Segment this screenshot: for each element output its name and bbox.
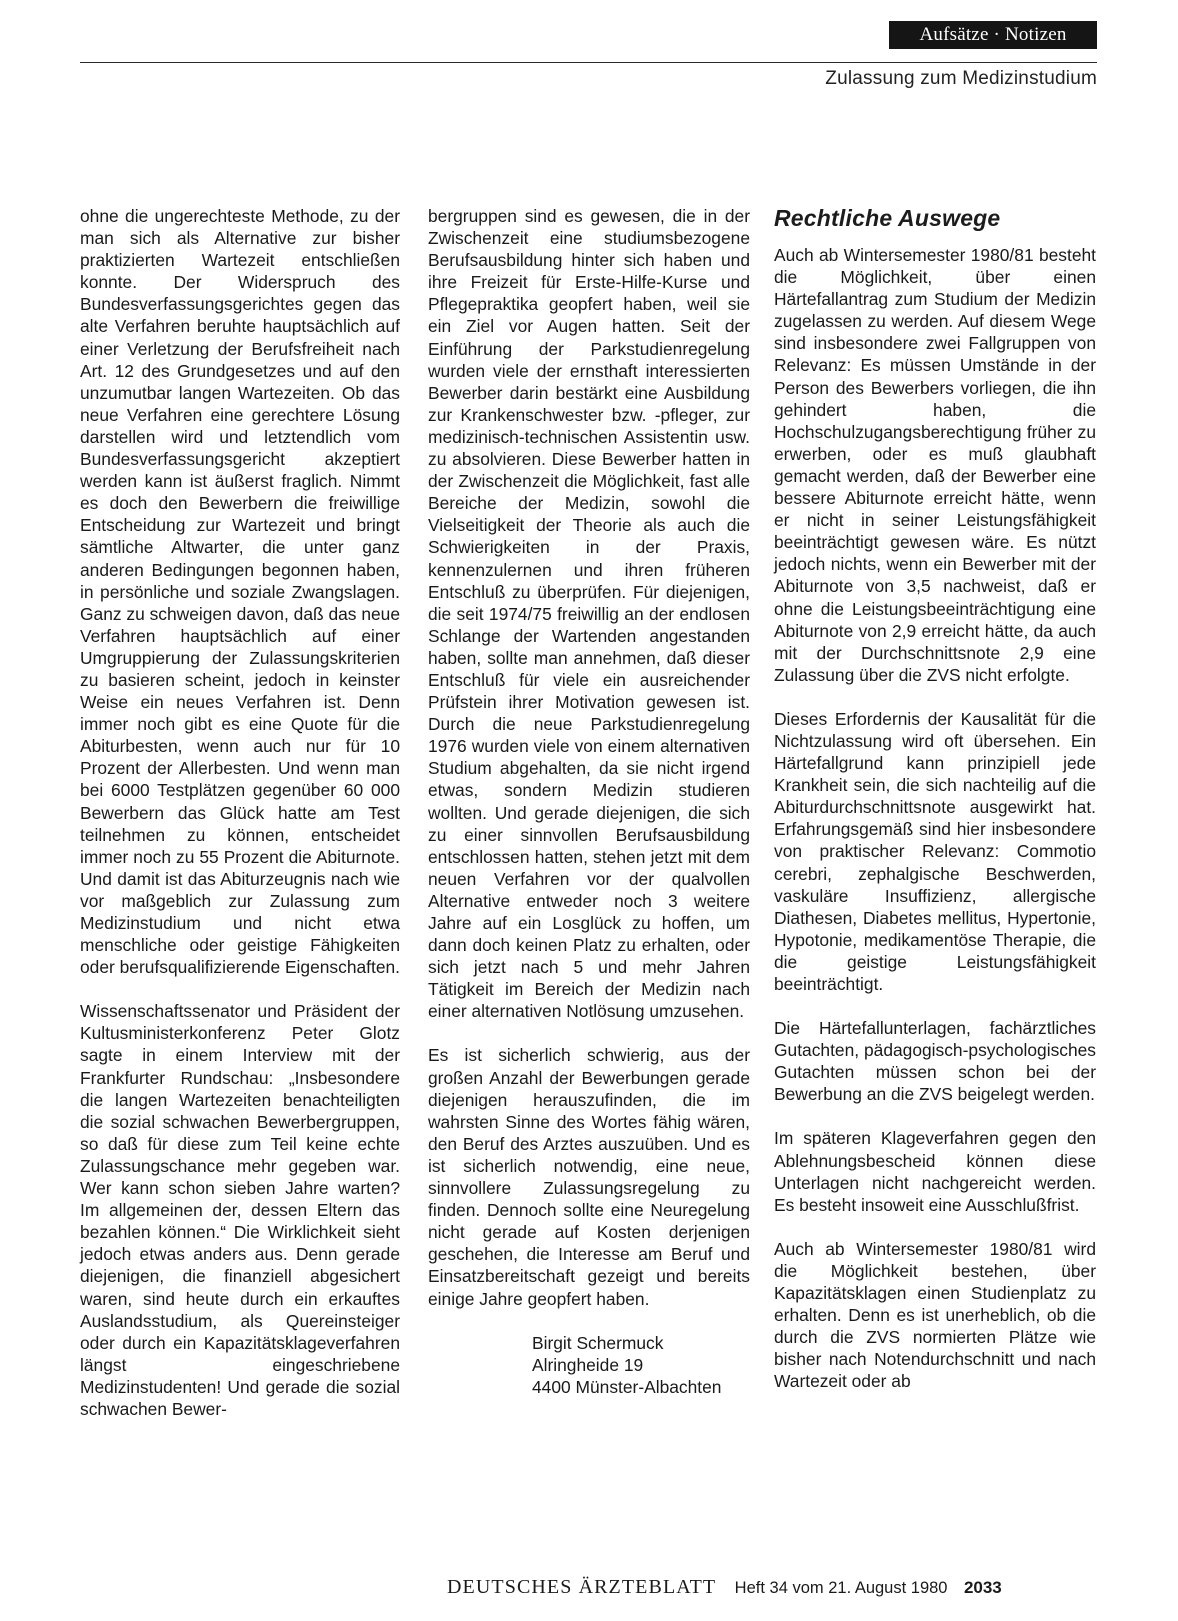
column-1 [80,205,400,1420]
page-footer [447,1576,1002,1599]
running-head: Zulassung zum Medizinstudium [825,68,1097,89]
journal-title: DEUTSCHES ÄRZTEBLATT [447,1576,717,1598]
column-3-paragraph-1: Auch ab Wintersemester 1980/81 besteht die Möglichkeit, über einen Härtefallantrag zum Studium der Medizin zugelassen zu werden. Auf diesem Wege sind insbesondere zwei Fallgruppen von Relevanz: Es müssen Umstände in der Person des Bewerbers vorliegen, die ihn gehindert haben, die Hochschulzugangsberechtigung früher zu erwerben, oder es muß glaubhaft gemacht werden, daß der Bewerber eine bessere Abiturnote erreicht hätte, wenn er nicht in seiner Leistungsfähigkeit beeinträchtigt gewesen wäre. Es nützt jedoch nichts, wenn ein Bewerber mit der Abiturnote von 3,5 nachweist, daß er ohne die Leistungsbeeinträchtigung eine Abiturnote von 2,9 erreicht hätte, da auch mit der Durchschnittsnote 2,9 eine Zulassung über die ZVS nicht erfolgte. [774,245,1096,685]
issue-info: Heft 34 vom 21. August 1980 [734,1579,948,1597]
author-street: Alringheide 19 [532,1354,644,1375]
page-number: 2033 [963,1578,1002,1597]
author-signature [532,1332,750,1399]
column-2 [428,205,750,1398]
column-2-paragraph-2: Es ist sicherlich schwierig, aus der großen Anzahl der Bewerbungen gerade diejenigen herauszufinden, die im wahrsten Sinne des Wortes fähig wären, den Beruf des Arztes auszuüben. Und es ist sicherlich notwendig, eine neue, sinnvollere Zulassungsregelung zu finden. Dennoch sollte eine Neuregelung nicht gerade auf Kosten derjenigen geschehen, die Interesse am Beruf und Einsatzbereitschaft gezeigt und bereits einige Jahre geopfert haben. [428,1045,750,1309]
column-3 [774,204,1096,1393]
column-3-paragraph-5: Auch ab Wintersemester 1980/81 wird die Möglichkeit bestehen, über Kapazitätsklagen einen Studienplatz zu erhalten. Denn es ist unerheblich, ob die durch die ZVS normierten Plätze wie bisher nach Notendurchschnitt und nach Wartezeit oder ab [774,1238,1096,1392]
section-tag: Aufsätze · Notizen [889,21,1097,49]
column-2-paragraph-1: bergruppen sind es gewesen, die in der Zwischenzeit eine studiumsbezogene Berufsausbildung hinter sich haben und ihre Freizeit für Erste-Hilfe-Kurse und Pflegepraktika geopfert haben, weil sie ein Ziel vor Augen hatten. Seit der Einführung der Parkstudienregelung wurden viele der ernsthaft interessierten Bewerber darin bestärkt eine Ausbildung zur Krankenschwester bzw. -pfleger, zur medizinisch-technischen Assistentin usw. zu absolvieren. Diese Bewerber hatten in der Zwischenzeit die Möglichkeit, fast alle Bereiche der Medizin, sowohl die Vielseitigkeit der Theorie als auch die Schwierigkeiten in der Praxis, kennenzulernen und ihren früheren Entschluß zu überprüfen. Für diejenigen, die seit 1974/75 freiwillig an der endlosen Schlange der Wartenden angestanden haben, sollte man annehmen, daß dieser Entschluß für viele ein ausreichender Prüfstein ihrer Motivation gewesen ist. Durch die neue Parkstudienregelung 1976 wurden viele von einem alternativen Studium abgehalten, da sie nicht irgend etwas, sondern Medizin studieren wollten. Und gerade diejenigen, die sich zu einer sinnvollen Berufsausbildung entschlossen hatten, stehen jetzt mit dem neuen Verfahren vor der qualvollen Alternative entweder noch 3 weitere Jahre auf ein Losglück zu hoffen, um dann doch keinen Platz zu erhalten, oder sich jetzt nach 5 und mehr Jahren Tätigkeit im Bereich der Medizin nach einer alternativen Notlösung umzusehen. [428,206,750,1022]
column-3-paragraph-4: Im späteren Klageverfahren gegen den Ablehnungsbescheid können diese Unterlagen nicht nachgereicht werden. Es besteht insoweit eine Ausschlußfrist. [774,1128,1096,1215]
author-name: Birgit Schermuck [532,1332,664,1353]
author-city: 4400 Münster-Albachten [532,1377,722,1397]
section-heading: Rechtliche Auswege [774,205,1001,231]
column-3-paragraph-3: Die Härtefallunterlagen, fachärztliches Gutachten, pädagogisch-psychologisches Gutachten müssen schon bei der Bewerbung an die ZVS beigelegt werden. [774,1018,1096,1105]
column-1-paragraph-2: Wissenschaftssenator und Präsident der Kultusministerkonferenz Peter Glotz sagte in einem Interview mit der Frankfurter Rundschau: „Insbesondere die langen Wartezeiten benachteiligten die sozial schwachen Bewerbergruppen, so daß für diese zum Teil keine echte Zulassungschance mehr gegeben war. Wer kann schon sieben Jahre warten? Im allgemeinen der, dessen Eltern das bezahlen können.“ Die Wirklichkeit sieht jedoch etwas anders aus. Denn gerade diejenigen, die finanziell abgesichert waren, sind heute durch ein erkauftes Auslandsstudium, als Quereinsteiger oder durch ein Kapazitätsklageverfahren längst eingeschriebene Medizinstudenten! Und gerade die sozial schwachen Bewer- [80,1001,400,1419]
column-3-paragraph-2: Dieses Erfordernis der Kausalität für die Nichtzulassung wird oft übersehen. Ein Härtefallgrund kann prinzipiell jede Krankheit sein, die sich nachteilig auf die Abiturdurchschnittsnote ausgewirkt hat. Erfahrungsgemäß sind hier insbesondere von praktischer Relevanz: Commotio cerebri, zephalgische Beschwerden, vaskuläre Insuffizienz, allergische Diathesen, Diabetes mellitus, Hypertonie, Hypotonie, medikamentöse Therapie, die die geistige Leistungsfähigkeit beeinträchtigt. [774,708,1096,994]
header-rule [80,62,1097,63]
column-1-paragraph-1: ohne die ungerechteste Methode, zu der man sich als Alternative zur bisher praktizierten Wartezeit entschließen konnte. Der Widerspruch des Bundesverfassungsgerichtes gegen das alte Verfahren beruhte hauptsächlich auf einer Verletzung der Berufsfreiheit nach Art. 12 des Grundgesetzes und auf den unzumutbar langen Wartezeiten. Ob das neue Verfahren eine gerechtere Lösung darstellen wird und letztendlich vom Bundesverfassungsgericht akzeptiert werden kann ist äußerst fraglich. Nimmt es doch den Bewerbern die freiwillige Entscheidung zur Wartezeit und bringt sämtliche Altwarter, die unter ganz anderen Bedingungen begonnen haben, in persönliche und soziale Zwangslagen. Ganz zu schweigen davon, daß das neue Verfahren hauptsächlich auf einer Umgruppierung der Zulassungskriterien zu basieren scheint, jedoch in keinster Weise ein neues Verfahren ist. Denn immer noch gibt es eine Quote für die Abiturbesten, wenn auch nur für 10 Prozent der Allerbesten. Und wenn man bei 6000 Testplätzen gegenüber 60 000 Bewerbern das Glück hatte am Test teilnehmen zu können, entscheidet immer noch zu 55 Prozent die Abiturnote. Und damit ist das Abiturzeugnis nach wie vor maßgeblich zur Zulassung zum Medizinstudium und nicht etwa menschliche oder geistige Fähigkeiten oder berufsqualifizierende Eigenschaften. [80,206,401,978]
